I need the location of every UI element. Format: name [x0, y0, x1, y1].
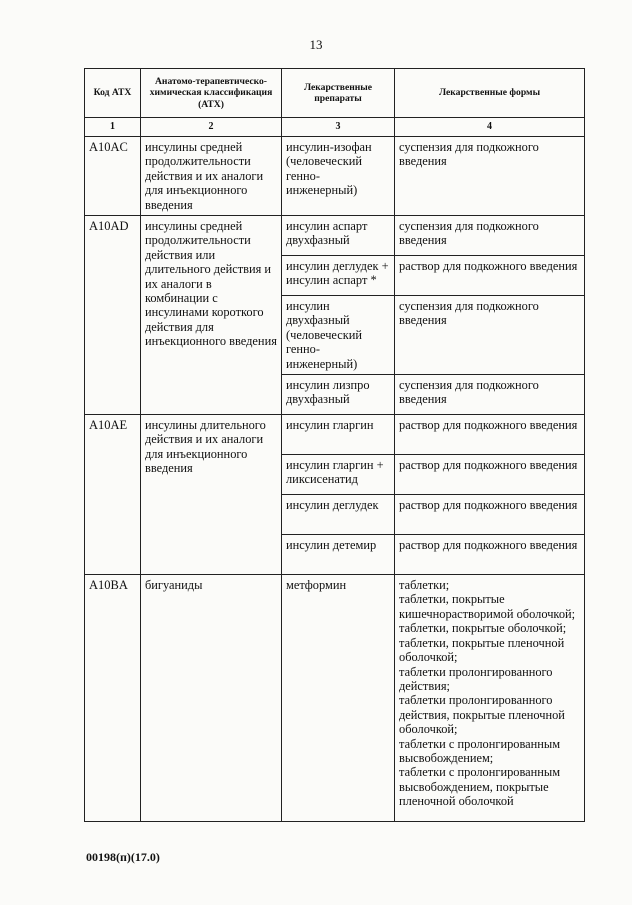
dosage-form: суспензия для подкожного введения	[395, 296, 585, 375]
dosage-form: раствор для подкожного введения	[395, 455, 585, 495]
page-number: 13	[309, 37, 323, 52]
atx-code: A10BA	[85, 575, 141, 822]
drug-name: инсулин лизпро двухфазный	[282, 375, 395, 415]
column-number: 1	[85, 118, 141, 137]
dosage-form: таблетки, покрытые оболочкой;	[399, 621, 567, 636]
drug-name: инсулин-изофан (человеческий генно-инженерный)	[282, 137, 395, 216]
dosage-form: таблетки, покрытые кишечнорастворимой оболочкой;	[399, 592, 576, 621]
column-number: 3	[282, 118, 395, 137]
dosage-form: раствор для подкожного введения	[395, 415, 585, 455]
drug-name: инсулин гларгин	[282, 415, 395, 455]
atx-code: A10AE	[85, 415, 141, 575]
drug-name: инсулин деглудек	[282, 495, 395, 535]
header-forms: Лекарственные формы	[395, 69, 585, 118]
column-number: 2	[141, 118, 282, 137]
atx-code: A10AC	[85, 137, 141, 216]
atx-classification: бигуаниды	[141, 575, 282, 822]
column-number: 4	[395, 118, 585, 137]
dosage-form: таблетки с пролонгированным высвобождением;	[399, 736, 561, 765]
dosage-form: таблетки, покрытые пленочной оболочкой;	[399, 635, 565, 665]
header-classification: Анатомо-терапевтическо-химическая классификация (АТХ)	[141, 69, 282, 118]
dosage-form: раствор для подкожного введения	[395, 256, 585, 296]
table-row	[85, 216, 585, 256]
table-row	[85, 137, 585, 216]
drug-name: инсулин аспарт двухфазный	[282, 216, 395, 256]
drug-name: метформин	[282, 575, 395, 822]
dosage-form: таблетки с пролонгированным высвобождением, покрытые пленочной оболочкой	[399, 765, 561, 809]
atx-table	[84, 68, 585, 822]
document-id: 00198(п)(17.0)	[86, 850, 160, 864]
dosage-form: суспензия для подкожного введения	[395, 137, 585, 216]
atx-code: A10AD	[85, 216, 141, 415]
header-code: Код АТХ	[85, 69, 141, 118]
drug-name: инсулин гларгин + ликсисенатид	[282, 455, 395, 495]
dosage-form: таблетки;	[399, 578, 450, 593]
table-row	[85, 415, 585, 455]
dosage-form: таблетки пролонгированного действия;	[399, 664, 553, 693]
header-row	[85, 69, 585, 118]
dosage-form: суспензия для подкожного введения	[395, 216, 585, 256]
drug-name: инсулин деглудек + инсулин аспарт *	[282, 256, 395, 296]
dosage-forms-list	[395, 575, 585, 822]
dosage-form: таблетки пролонгированного действия, покрытые пленочной оболочкой;	[399, 693, 565, 737]
column-number-row	[85, 118, 585, 137]
dosage-form: раствор для подкожного введения	[395, 535, 585, 575]
drug-name: инсулин двухфазный (человеческий генно-инженерный)	[282, 296, 395, 375]
table-row	[85, 575, 585, 822]
dosage-form: суспензия для подкожного введения	[395, 375, 585, 415]
atx-classification: инсулины средней продолжительности действия и их аналоги для инъекционного введения	[141, 137, 282, 216]
atx-classification: инсулины средней продолжительности действия или длительного действия и их аналоги в комбинации с инсулинами короткого действия для инъекционного введения	[141, 216, 282, 415]
atx-classification: инсулины длительного действия и их аналоги для инъекционного введения	[141, 415, 282, 575]
drug-name: инсулин детемир	[282, 535, 395, 575]
header-drugs: Лекарственные препараты	[282, 69, 395, 118]
dosage-form: раствор для подкожного введения	[395, 495, 585, 535]
